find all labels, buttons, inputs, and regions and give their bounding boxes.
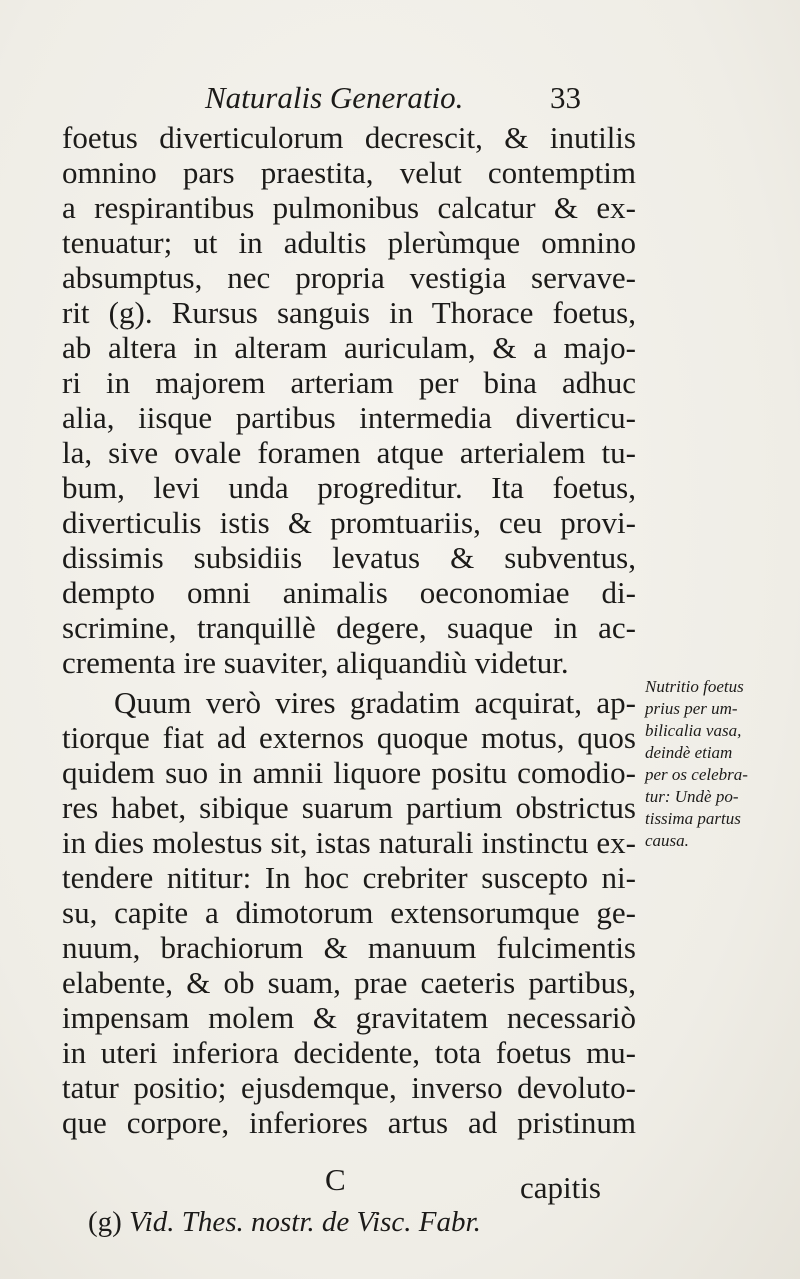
text-line: impensam molem & gravitatem necessariò — [62, 1000, 636, 1035]
margin-note-line: prius per um- — [645, 699, 738, 718]
margin-note-line: bilicalia vasa, — [645, 721, 742, 740]
text-line: bum, levi unda progreditur. Ita foetus, — [62, 470, 636, 505]
text-line: ab altera in alteram auriculam, & a majo- — [62, 330, 636, 365]
marginal-note — [645, 676, 797, 852]
text-line: tendere nititur: In hoc crebriter suscepto ni- — [62, 860, 636, 895]
text-line: alia, iisque partibus intermedia diverticu- — [62, 400, 636, 435]
text-line: dissimis subsidiis levatus & subventus, — [62, 540, 636, 575]
text-line: la, sive ovale foramen atque arterialem tu- — [62, 435, 636, 470]
text-line: tiorque fiat ad externos quoque motus, quos — [62, 720, 636, 755]
text-line: scrimine, tranquillè degere, suaque in ac- — [62, 610, 636, 645]
footnote-text: Vid. Thes. nostr. de Visc. Fabr. — [129, 1206, 481, 1238]
margin-note-line: per os celebra- — [645, 765, 748, 784]
text-line: que corpore, inferiores artus ad pristinum — [62, 1105, 636, 1140]
margin-note-line: tissima partus — [645, 809, 741, 828]
text-line: in uteri inferiora decidente, tota foetus mu- — [62, 1035, 636, 1070]
margin-note-line: tur: Undè po- — [645, 787, 739, 806]
footnote — [88, 1205, 481, 1240]
text-line: quidem suo in amnii liquore positu comodio- — [62, 755, 636, 790]
text-line: su, capite a dimotorum extensorumque ge- — [62, 895, 636, 930]
text-line: omnino pars praestita, velut contemptim — [62, 155, 636, 190]
text-line: ri in majorem arteriam per bina adhuc — [62, 365, 636, 400]
text-line: foetus diverticulorum decrescit, & inutilis — [62, 120, 636, 155]
page-header — [205, 78, 605, 118]
text-line: absumptus, nec propria vestigia servave- — [62, 260, 636, 295]
text-line: tatur positio; ejusdemque, inverso devoluto- — [62, 1070, 636, 1105]
main-text — [62, 120, 636, 1140]
signature-mark: C — [325, 1162, 346, 1197]
text-line: in dies molestus sit, istas naturali instinctu ex- — [62, 825, 636, 860]
text-line: dempto omni animalis oeconomiae di- — [62, 575, 636, 610]
margin-note-line: Nutritio foetus — [645, 677, 744, 696]
margin-note-line: deindè etiam — [645, 743, 733, 762]
catchword: capitis — [520, 1170, 601, 1205]
text-line: crementa ire suaviter, aliquandiù videtur. — [62, 645, 569, 680]
running-title: Naturalis Generatio. — [205, 80, 464, 115]
text-line: res habet, sibique suarum partium obstrictus — [62, 790, 636, 825]
footnote-mark: (g) — [88, 1206, 122, 1238]
page-number: 33 — [550, 80, 581, 115]
text-line: diverticulis istis & promtuariis, ceu provi- — [62, 505, 636, 540]
paragraph-start-line: Quum verò vires gradatim acquirat, ap- — [114, 685, 636, 720]
margin-note-line: causa. — [645, 831, 689, 850]
text-line: elabente, & ob suam, prae caeteris partibus, — [62, 965, 636, 1000]
text-line: a respirantibus pulmonibus calcatur & ex- — [62, 190, 636, 225]
text-line: rit (g). Rursus sanguis in Thorace foetus, — [62, 295, 636, 330]
text-line: nuum, brachiorum & manuum fulcimentis — [62, 930, 636, 965]
text-line: tenuatur; ut in adultis plerùmque omnino — [62, 225, 636, 260]
